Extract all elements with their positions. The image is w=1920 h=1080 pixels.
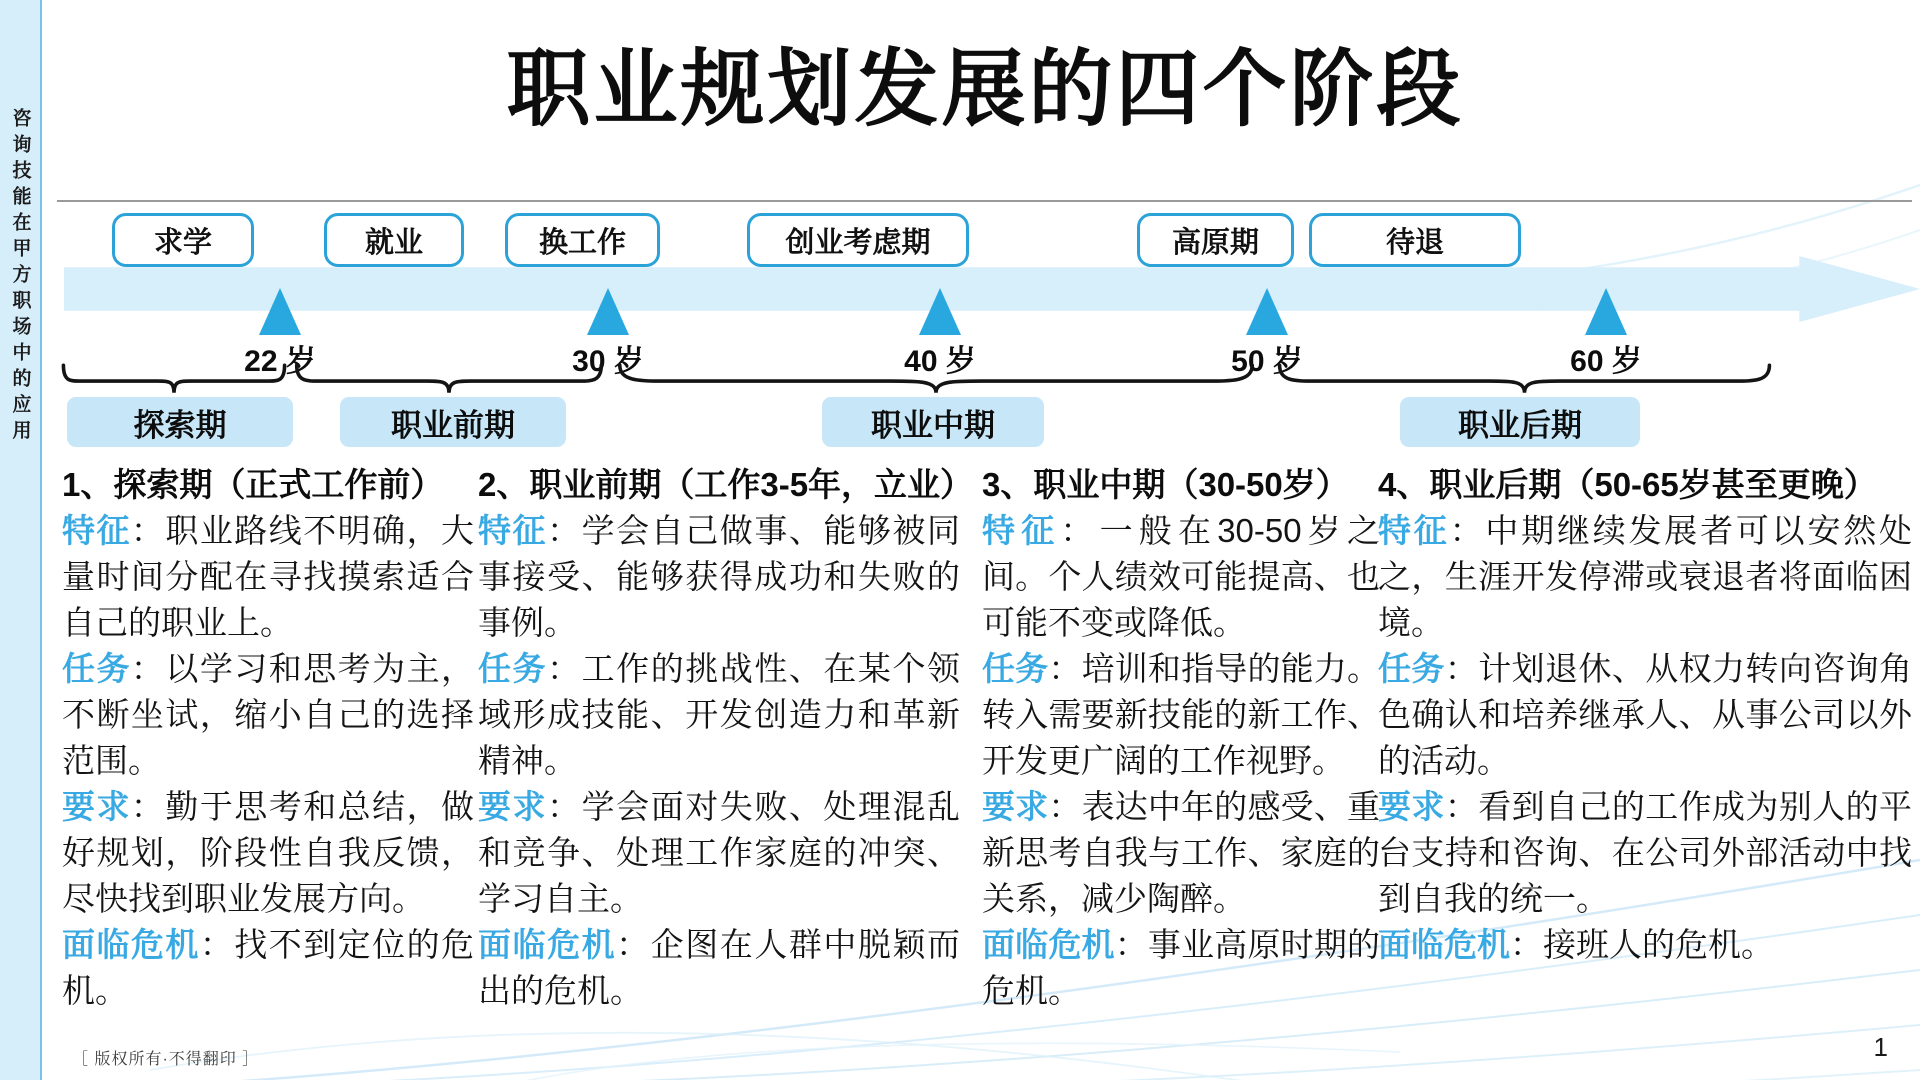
period-label-early-career: 职业前期: [340, 397, 566, 447]
copyright-notice: ［ 版权所有·不得翻印 ］: [72, 1051, 260, 1068]
stage-box-studying: 求学: [112, 213, 254, 267]
sidebar-vertical-text: 咨询技能在甲方职场中的应用: [9, 108, 31, 446]
age-marker-triangle-30: [587, 288, 629, 335]
column-heading: 4、职业后期（50-65岁甚至更晚）: [1378, 466, 1877, 503]
stage-box-entrepreneurship: 创业考虑期: [747, 213, 969, 267]
age-marker-triangle-60: [1585, 288, 1627, 335]
brace-exploration: [60, 360, 288, 398]
requirement-item: 要求：学会面对失败、处理混乱和竞争、处理工作家庭的冲突、学习自主。: [478, 788, 961, 917]
age-marker-triangle-50: [1246, 288, 1288, 335]
requirement-item: 要求：看到自己的工作成为别人的平台支持和咨询、在公司外部活动中找到自我的统一。: [1378, 788, 1913, 917]
column-exploration: [62, 462, 474, 1014]
task-item: 任务：计划退休、从权力转向咨询角色确认和培养继承人、从事公司以外的活动。: [1378, 650, 1913, 779]
feature-item: 特征：学会自己做事、能够被同事接受、能够获得成功和失败的事例。: [478, 512, 961, 641]
page-title: 职业规划发展的四个阶段: [506, 42, 1464, 136]
brace-early-career: [292, 360, 606, 398]
feature-item: 特征：一般在30-50岁之间。个人绩效可能提高、也可能不变或降低。: [982, 512, 1381, 641]
age-label-40: 40 岁: [904, 345, 976, 378]
page-number: 1: [1873, 1032, 1888, 1062]
crisis-item: 面临危机：接班人的危机。: [1378, 926, 1774, 963]
crisis-item: 面临危机：事业高原时期的危机。: [982, 926, 1381, 1009]
column-heading: 2、职业前期（工作3-5年，立业）: [478, 466, 974, 503]
age-marker-triangle-22: [259, 288, 301, 335]
column-heading: 1、探索期（正式工作前）: [62, 466, 444, 503]
age-label-50: 50 岁: [1231, 345, 1303, 378]
stage-box-plateau: 高原期: [1137, 213, 1294, 267]
period-label-late-career: 职业后期: [1400, 397, 1640, 447]
crisis-item: 面临危机：找不到定位的危机。: [62, 926, 475, 1009]
column-late-career: [1378, 462, 1912, 968]
stage-box-pre-retirement: 待退: [1309, 213, 1521, 267]
task-item: 任务：工作的挑战性、在某个领域形成技能、开发创造力和革新精神。: [478, 650, 961, 779]
age-label-60: 60 岁: [1570, 345, 1642, 378]
title-divider-line: [57, 200, 1912, 202]
column-early-career: [478, 462, 974, 1014]
task-item: 任务：培训和指导的能力。转入需要新技能的新工作、开发更广阔的工作视野。: [982, 650, 1381, 779]
feature-item: 特征：职业路线不明确，大量时间分配在寻找摸索适合自己的职业上。: [62, 512, 475, 641]
stage-box-employment: 就业: [324, 213, 464, 267]
period-label-exploration: 探索期: [67, 397, 293, 447]
decorative-swirls-top-right: [1500, 160, 1920, 350]
stage-box-job-change: 换工作: [505, 213, 660, 267]
requirement-item: 要求：勤于思考和总结，做好规划，阶段性自我反馈，尽快找到职业发展方向。: [62, 788, 475, 917]
task-item: 任务：以学习和思考为主，不断坐试，缩小自己的选择范围。: [62, 650, 475, 779]
age-label-22: 22 岁: [244, 345, 316, 378]
column-mid-career: [982, 462, 1380, 1014]
left-sidebar-strip: [0, 0, 42, 1080]
age-label-30: 30 岁: [572, 345, 644, 378]
period-label-mid-career: 职业中期: [822, 397, 1044, 447]
brace-mid-career: [610, 360, 1262, 398]
brace-late-career: [1272, 360, 1777, 398]
crisis-item: 面临危机：企图在人群中脱颖而出的危机。: [478, 926, 961, 1009]
column-heading: 3、职业中期（30-50岁）: [982, 466, 1349, 503]
age-marker-triangle-40: [919, 288, 961, 335]
feature-item: 特征：中期继续发展者可以安然处之，生涯开发停滞或衰退者将面临困境。: [1378, 512, 1913, 641]
requirement-item: 要求：表达中年的感受、重新思考自我与工作、家庭的关系，减少陶醉。: [982, 788, 1381, 917]
